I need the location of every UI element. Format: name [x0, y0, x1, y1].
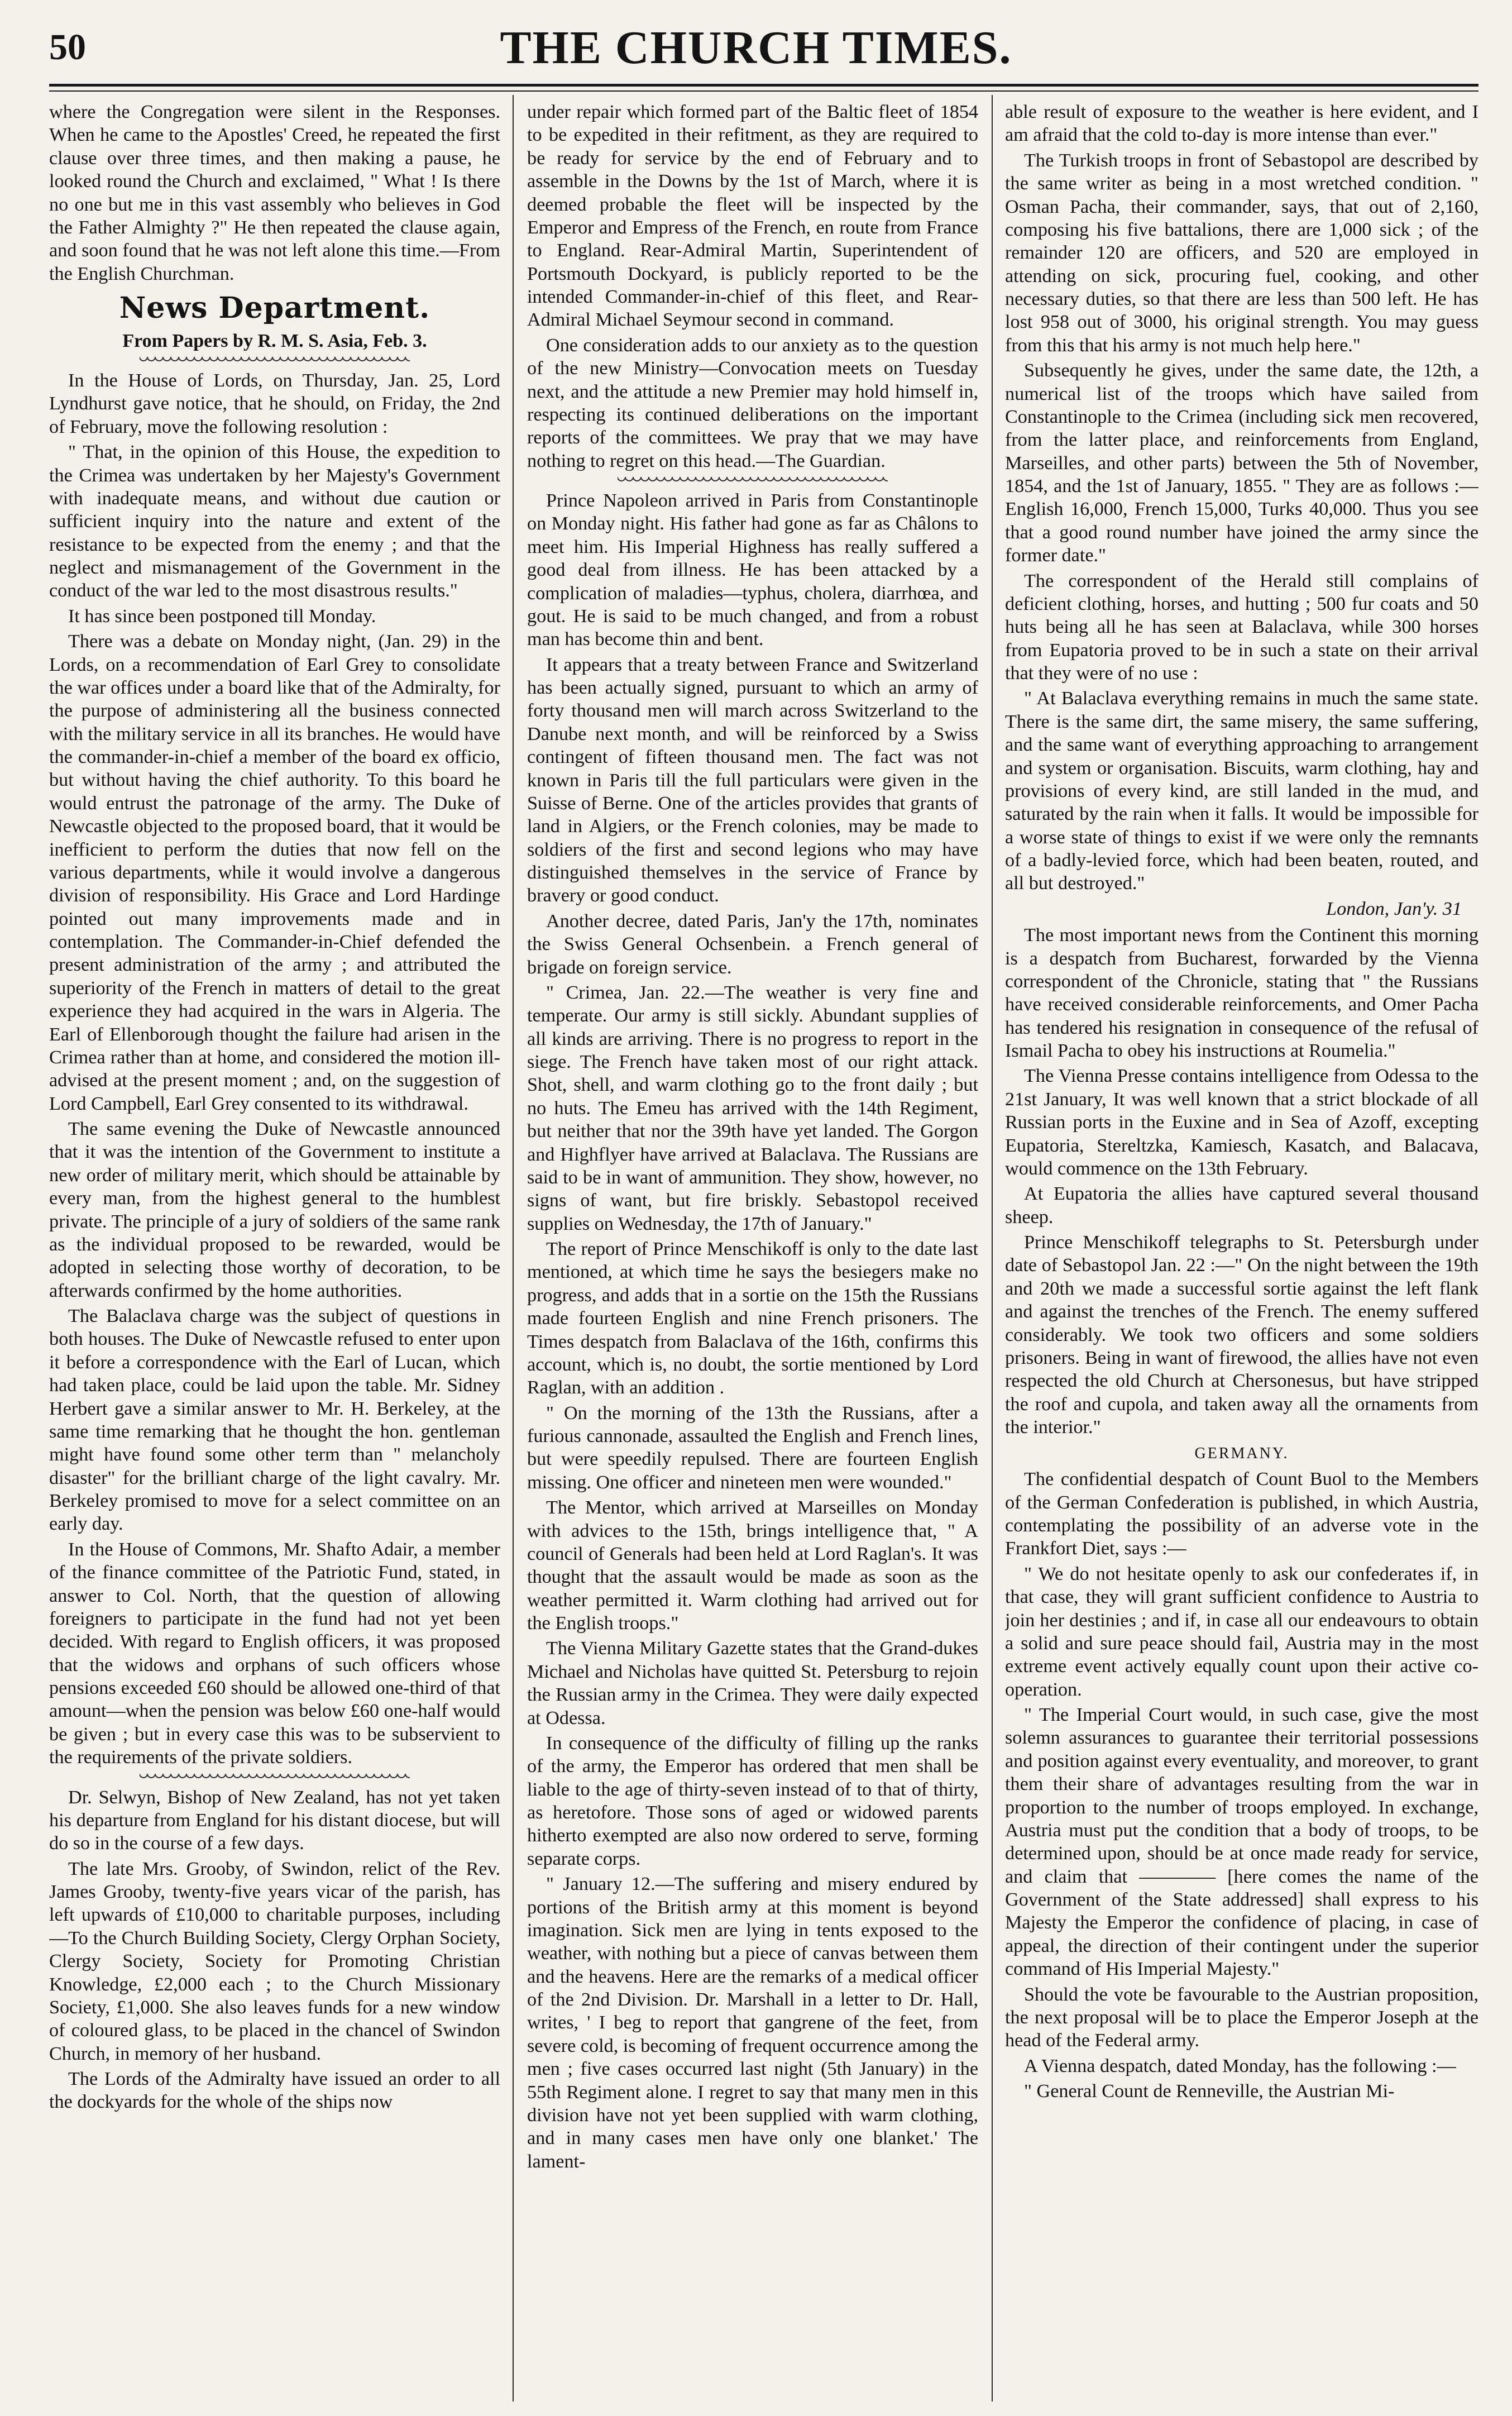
article-paragraph: Prince Napoleon arrived in Paris from Constantinople on Monday night. His father had gone as far as Châlons to meet him. His Imperial Highness has really suffered a good deal from illness. He has been attacked by a complication of maladies—typhus, cholera, diarrhœa, and gout. He is said to be much changed, and from a robust man has become thin and bent.	[527, 490, 978, 650]
article-paragraph: under repair which formed part of the Baltic fleet of 1854 to be expedited in their refitment, as they are required to be ready for service by the end of February and to assemble in the Downs by the 1st of March, where it is deemed probable the fleet will be inspected by the Emperor and Empress of the French, en route from France to England. Rear-Admiral Martin, Superintendent of Portsmouth Dockyard, is publicly reported to be the intended Commander-in-chief of this fleet, and Rear-Admiral Michael Seymour second in command.	[527, 102, 978, 331]
article-paragraph: The correspondent of the Herald still complains of deficient clothing, horses, and hutting ; 500 fur coats and 50 huts being all he has seen at Balaclava, while 300 horses from Eupatoria proved to be in such a state on their arrival that they were of no use :	[1005, 570, 1478, 684]
column-2	[527, 101, 978, 2401]
article-paragraph: The Balaclava charge was the subject of questions in both houses. The Duke of Newcastle refused to enter upon it before a correspondence with the Earl of Lucan, which had taken place, could be laid upon the table. Mr. Sidney Herbert gave a similar answer to Mr. H. Berkeley, at the same time remarking that he thought the hon. gentleman might have found some other term than " melancholy disaster" for the brilliant charge of the light cavalry. Mr. Berkeley promised to move for a select committee on an early day.	[49, 1306, 500, 1535]
column-3	[1005, 101, 1478, 2401]
wavy-divider	[140, 1774, 410, 1782]
article-paragraph: The late Mrs. Grooby, of Swindon, relict of the Rev. James Grooby, twenty-five years vicar of the parish, has left upwards of £10,000 to charitable purposes, including—To the Church Building Society, Clergy Orphan Society, Clergy Society, Society for Promoting Christian Knowledge, £2,000 each ; to the Church Missionary Society, £1,000. She also leaves funds for a new window of coloured glass, to be placed in the chancel of Swindon Church, in memory of her husband.	[49, 1858, 500, 2064]
header-rule	[49, 84, 1478, 87]
masthead-title: THE CHURCH TIMES.	[500, 22, 1012, 74]
article-paragraph: The report of Prince Menschikoff is only to the date last mentioned, at which time he says the besiegers make no progress, and adds that in a sortie on the 15th the Russians made fourteen English and nine French prisoners. The Times despatch from Balaclava of the 16th, confirms this account, which is, no doubt, the sortie mentioned by Lord Raglan, with an addition .	[527, 1239, 978, 1398]
article-paragraph: " The Imperial Court would, in such case, give the most solemn assurances to guarantee their territorial possessions and position against every eventuality, and moreover, to grant them their share of advantages resulting from the war in proportion to the number of troops employed. In exchange, Austria must put the condition that a body of troops, to be determined upon, should be at once made ready for service, and claim that ———— [here comes the name of the Government of the State addressed] shall express to his Majesty the Emperor the confidence of placing, in case of appeal, the direction of their contingent under the superior command of His Imperial Majesty."	[1005, 1704, 1478, 1980]
article-paragraph: The confidential despatch of Count Buol to the Members of the German Confederation is published, in which Austria, contemplating the possibility of an adverse vote in the Frankfort Diet, says :—	[1005, 1469, 1478, 1559]
article-paragraph: There was a debate on Monday night, (Jan. 29) in the Lords, on a recommendation of Earl Grey to consolidate the war offices under a board like that of the Admiralty, for the purpose of administering all the business connected with the military service in all its branches. He would have the commander-in-chief a member of the board ex officio, but without having the chief authority. To this board he would entrust the patronage of the army. The Duke of Newcastle objected to the proposed board, that it would be inefficient to perform the duties that now fell on the various departments, while it would involve a dangerous division of responsibility. His Grace and Lord Hardinge pointed out many improvements made and in contemplation. The Commander-in-Chief defended the present administration of the army ; and attributed the superiority of the French in matters of detail to the great experience they had acquired in the wars in Algeria. The Earl of Ellenborough thought the failure had arisen in the Crimea rather than at home, and considered the motion ill-advised at the present moment ; and, on the suggestion of Lord Campbell, Earl Grey consented to its withdrawal.	[49, 631, 500, 1114]
article-paragraph: Dr. Selwyn, Bishop of New Zealand, has not yet taken his departure from England for his distant diocese, but will do so in the course of a few days.	[49, 1787, 500, 1854]
column-divider-1	[513, 95, 514, 2401]
article-paragraph: Prince Menschikoff telegraphs to St. Petersburgh under date of Sebastopol Jan. 22 :—" On the night between the 19th and 20th we made a successful sortie against the left flank and against the trenches of the French. The enemy suffered considerably. We took two officers and some soldiers prisoners. Being in want of firewood, the allies have not even respected the old Church at Chersonesus, but have stripped the roof and cupola, and taken away all the ornaments from the interior."	[1005, 1232, 1478, 1438]
article-paragraph: Another decree, dated Paris, Jan'y the 17th, nominates the Swiss General Ochsenbein. a French general of brigade on foreign service.	[527, 910, 978, 978]
article-paragraph: It appears that a treaty between France and Switzerland has been actually signed, pursuant to which an army of forty thousand men will march across Switzerland to the Danube next month, and will be reinforced by a Swiss contingent of fifteen thousand men. The fact was not known in Paris till the full particulars were given in the Suisse of Berne. One of the articles provides that grants of land in Algiers, or the French colonies, may be made to soldiers of the first and second legions who may have distinguished themselves in the service of France by bravery or good conduct.	[527, 654, 978, 906]
wavy-divider	[618, 477, 888, 485]
article-paragraph: Subsequently he gives, under the same date, the 12th, a numerical list of the troops which have sailed from Constantinople to the Crimea (including sick men recovered, from the latter place, and reinforcements from England, Marseilles, and other parts) between the 5th of November, 1854, and the 1st of January, 1855. " They are as follows :—English 16,000, French 15,000, Turks 40,000. Thus you see that a good round number have joined the army since the former date."	[1005, 360, 1478, 566]
column-1	[49, 101, 500, 2401]
section-subhead: From Papers by R. M. S. Asia, Feb. 3.	[122, 330, 427, 351]
dateline: London, Jan'y. 31	[1326, 898, 1462, 919]
article-paragraph: In the House of Lords, on Thursday, Jan. 25, Lord Lyndhurst gave notice, that he should, on Friday, the 2nd of February, move the following resolution :	[49, 370, 500, 437]
article-paragraph: " We do not hesitate openly to ask our confederates if, in that case, they will grant sufficient confidence to Austria to join her destinies ; and if, in case all our endeavours to obtain a solid and sure peace should fail, Austria may in the most extreme event actively equally count upon their active co-operation.	[1005, 1563, 1478, 1700]
page-number: 50	[49, 27, 86, 68]
article-paragraph: At Eupatoria the allies have captured several thousand sheep.	[1005, 1183, 1478, 1228]
article-paragraph: " January 12.—The suffering and misery endured by portions of the British army at this moment is beyond imagination. Sick men are lying in tents exposed to the weather, with nothing but a piece of canvas between them and the heavens. Here are the remarks of a medical officer of the 2nd Division. Dr. Marshall in a letter to Dr. Hall, writes, ' I beg to report that gangrene of the feet, from severe cold, is becoming of frequent occurrence among the men ; five cases occurred last night (5th January) in the 55th Regiment alone. I regret to say that many men in this division have not yet been supplied with warm clothing, and in many cases men have only one blanket.' The lament-	[527, 1874, 978, 2172]
article-paragraph: " Crimea, Jan. 22.—The weather is very fine and temperate. Our army is still sickly. Abundant supplies of all kinds are arriving. There is no progress to report in the siege. The French have taken most of our right attack. Shot, shell, and warm clothing go to the front daily ; but no huts. The Emeu has arrived with the 14th Regiment, but neither that nor the 39th have yet landed. The Gorgon and Highflyer have arrived at Balaclava. The Russians are said to be in want of ammunition. They show, however, no signs of want, but fire briskly. Sebastopol received supplies on Wednesday, the 17th of January."	[527, 982, 978, 1234]
header-rule-thin	[49, 90, 1478, 92]
article-paragraph: In consequence of the difficulty of filling up the ranks of the army, the Emperor has ordered that men shall be liable to the age of thirty-seven instead of to that of thirty, as heretofore. Those sons of aged or widowed parents hitherto exempted are also now ordered to serve, forming separate corps.	[527, 1732, 978, 1869]
section-title: News Department.	[119, 291, 430, 325]
article-paragraph: " That, in the opinion of this House, the expedition to the Crimea was undertaken by her Majesty's Government with inadequate means, and without due caution or sufficient inquiry into the nature and extent of the resistance to be expected from the enemy ; and that the neglect and mismanagement of the Government in the conduct of the war led to the most disastrous results."	[49, 442, 500, 601]
article-paragraph: A Vienna despatch, dated Monday, has the following :—	[1024, 2055, 1456, 2076]
article-paragraph: In the House of Commons, Mr. Shafto Adair, a member of the finance committee of the Patriotic Fund, stated, in answer to Col. North, that the question of allowing foreigners to participate in the fund had not yet been decided. With regard to English officers, it was proposed that the widows and orphans of such officers whose pensions exceeded £60 should be allowed one-third of that amount—when the pension was below £60 one-half would be given ; but in every case this was to be subservient to the requirements of the private soldiers.	[49, 1539, 500, 1768]
article-paragraph: " On the morning of the 13th the Russians, after a furious cannonade, assaulted the English and French lines, but were speedily repulsed. There are fourteen English missing. One officer and nineteen men were wounded."	[527, 1402, 978, 1493]
article-paragraph: The Vienna Military Gazette states that the Grand-dukes Michael and Nicholas have quitted St. Petersburg to rejoin the Russian army in the Crimea. They were daily expected at Odessa.	[527, 1638, 978, 1729]
column-divider-2	[992, 95, 993, 2401]
article-paragraph: It has since been postponed till Monday.	[68, 605, 376, 627]
article-paragraph: The Mentor, which arrived at Marseilles on Monday with advices to the 15th, brings intelligence that, " A council of Generals had been held at Lord Raglan's. It was thought that the assault would be made as soon as the weather permitted it. Warm clothing had arrived out for the English troops."	[527, 1497, 978, 1634]
article-paragraph: The same evening the Duke of Newcastle announced that it was the intention of the Government to institute a new order of military merit, which should be attainable by every man, from the highest general to the humblest private. The principle of a jury of soldiers of the same rank as the individual proposed to be rewarded, would be adopted in selecting those worthy of decoration, to be afterwards confirmed by the home authorities.	[49, 1119, 500, 1301]
article-paragraph: The Lords of the Admiralty have issued an order to all the dockyards for the whole of the ships now	[49, 2069, 500, 2113]
wavy-divider	[140, 357, 410, 365]
section-heading-germany: GERMANY.	[1194, 1445, 1289, 1463]
article-paragraph: Should the vote be favourable to the Austrian proposition, the next proposal will be to place the Emperor Joseph at the head of the Federal army.	[1005, 1984, 1478, 2051]
article-paragraph: The most important news from the Continent this morning is a despatch from Bucharest, forwarded by the Vienna correspondent of the Chronicle, stating that " the Russians have received considerable reinforcements, and Omer Pacha has tendered his resignation in consequence of the refusal of Ismail Pacha to obey his instructions at Roumelia."	[1005, 925, 1478, 1061]
article-paragraph: The Turkish troops in front of Sebastopol are described by the same writer as being in a most wretched condition. " Osman Pacha, their commander, says, that out of 2,160, composing his five battalions, there are 1,000 sick ; of the remainder 120 are officers, and 520 are employed in attending on sick, procuring fuel, cooking, and other necessary duties, so that there are less than 500 left. He has lost 958 out of 3000, his original strength. You may guess from this that his army is not much help here."	[1005, 150, 1478, 356]
article-paragraph: The Vienna Presse contains intelligence from Odessa to the 21st January, It was well known that a strict blockade of all Russian ports in the Euxine and in Sea of Azoff, excepting Eupatoria, Stereltzka, Kamiesch, Kasatch, and Balacava, would commence on the 13th February.	[1005, 1066, 1478, 1179]
article-paragraph: " At Balaclava everything remains in much the same state. There is the same dirt, the same misery, the same suffering, and the same want of everything approaching to arrangement and system or organisation. Biscuits, warm clothing, hay and provisions of every kind, are still landed in the mud, and saturated by the rain when it falls. It would be impossible for a worse state of things to exist if we were only the remnants of a badly-levied force, which had been beaten, routed, and all but destroyed."	[1005, 688, 1478, 894]
article-paragraph: One consideration adds to our anxiety as to the question of the new Ministry—Convocation meets on Tuesday next, and the attitude a new Premier may hold himself in, respecting its continued deliberations on the important reports of the committees. We pray that we may have nothing to regret on this head.—The Guardian.	[527, 335, 978, 471]
article-paragraph: where the Congregation were silent in the Responses. When he came to the Apostles' Creed, he repeated the first clause over three times, and then making a pause, he looked round the Church and exclaimed, " What ! Is there no one but me in this vast assembly who believes in God the Father Almighty ?" He then repeated the clause again, and soon found that he was not left alone this time.—From the English Churchman.	[49, 102, 500, 284]
article-paragraph: able result of exposure to the weather is here evident, and I am afraid that the cold to-day is more intense than ever."	[1005, 102, 1478, 146]
article-paragraph: " General Count de Renneville, the Austrian Mi-	[1024, 2081, 1395, 2102]
